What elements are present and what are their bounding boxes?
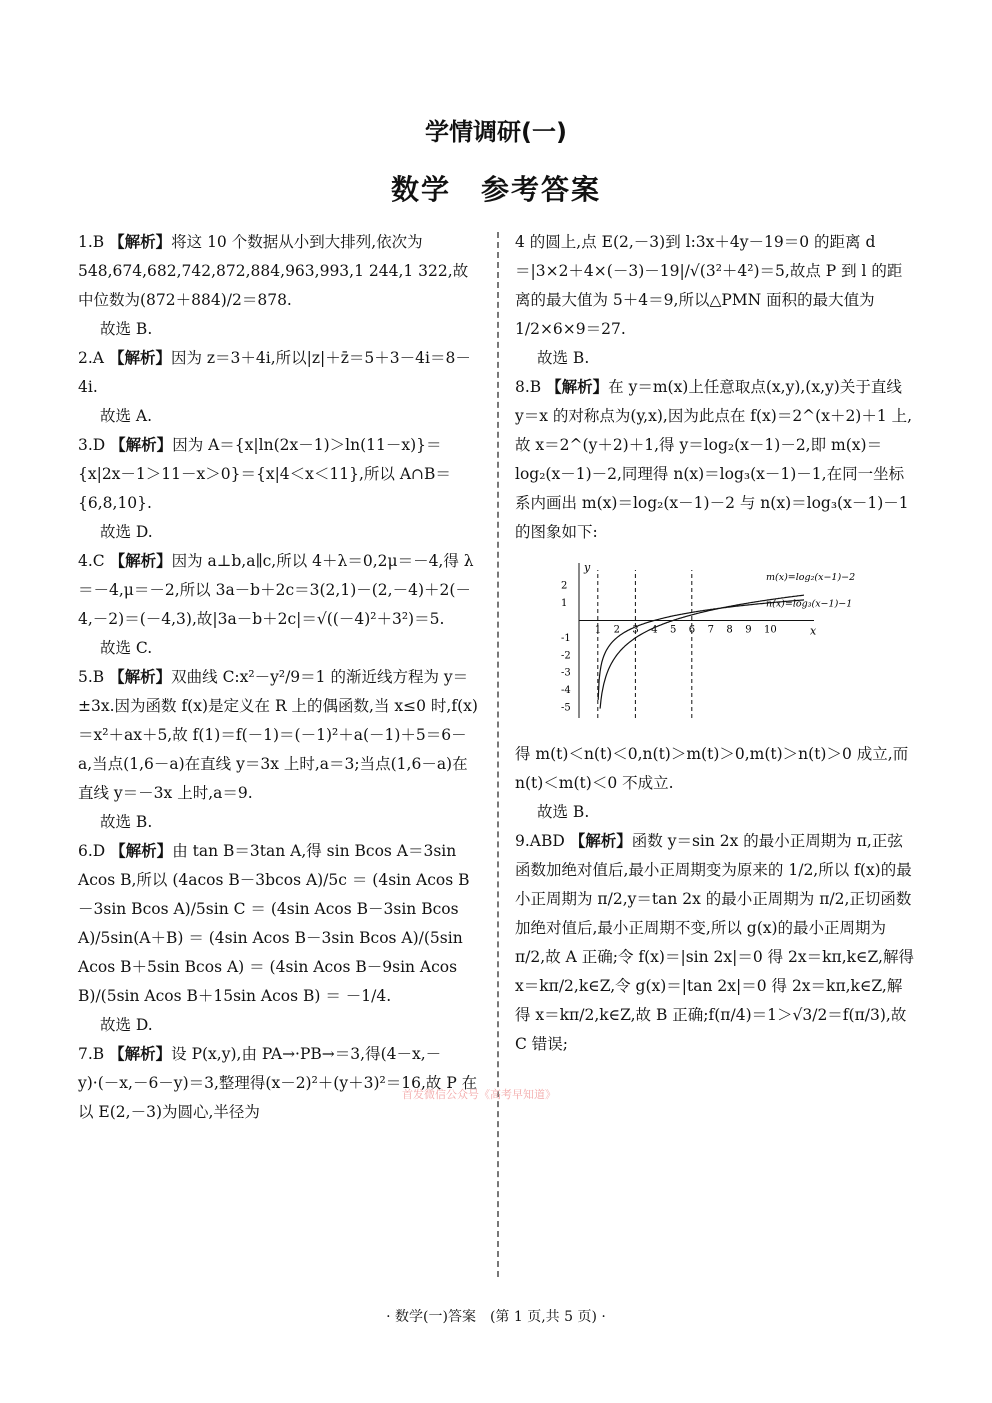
series-line-1 xyxy=(598,600,804,700)
x-tick-label: 4 xyxy=(651,624,658,636)
analysis-tag: 【解析】 xyxy=(109,1045,172,1063)
y-tick-label: 2 xyxy=(561,580,568,592)
item-number: 9. xyxy=(515,832,530,850)
answer-item-9 xyxy=(515,827,915,1059)
x-tick-label: 8 xyxy=(726,624,733,636)
left-column xyxy=(78,228,480,1127)
analysis-tag: 【解析】 xyxy=(109,668,172,686)
function-graph xyxy=(549,553,915,738)
watermark: 首发微信公众号《高考早知道》 xyxy=(402,1088,556,1101)
item-number: 8. xyxy=(515,378,530,396)
page-subtitle: 数学 参考答案 xyxy=(390,173,601,206)
analysis-tag: 【解析】 xyxy=(110,436,173,454)
x-axis-label: x xyxy=(810,624,817,638)
item-conclusion: 故选 B. xyxy=(537,803,590,821)
item-text: 双曲线 C:x²－y²/9＝1 的渐近线方程为 y＝±3x.因为函数 f(x)是定义在 R 上的偶函数,当 x≤0 时,f(x)＝x²＋ax＋5,故 f(1)＝f(－1)＝(－1)²＋a(－1)＋5＝6－a,当点(1,6－a)在直线 y＝3x 上时,a＝3;当点(1,6－a)在直线 y＝－3x 上时,a＝9. xyxy=(78,668,478,802)
x-tick-label: 7 xyxy=(707,624,714,636)
item-text: 由 tan B＝3tan A,得 sin Bcos A＝3sin Acos B,所以 (4acos B－3bcos A)/5c ＝ (4sin Acos B－3sin Bcos A)/5sin C ＝ (4sin Acos B－3sin Bcos A)/5sin(A＋B) ＝ (4sin Acos B－3sin Bcos A)/(5sin Acos B＋5sin Bcos A) ＝ (4sin Acos B－9sin Acos B)/(5sin Acos B＋15sin Acos B) ＝ －1/4. xyxy=(78,842,470,1005)
answer-item-7-continued xyxy=(515,228,915,373)
y-tick-label: -2 xyxy=(561,650,571,662)
item-conclusion: 故选 B. xyxy=(537,349,590,367)
item-answer: B xyxy=(529,378,542,396)
item-answer: ABD xyxy=(529,832,565,850)
item-text: 4 的圆上,点 E(2,－3)到 l:3x＋4y－19＝0 的距离 d＝|3×2＋4×(－3)－19|/√(3²＋4²)＝5,故点 P 到 l 的距离的最大值为 5＋4＝9,所以△PMN 面积的最大值为 1/2×6×9＝27. xyxy=(515,233,903,338)
log-functions-chart xyxy=(549,553,889,728)
item-text: 因为 a⊥b,a∥c,所以 4＋λ＝0,2μ＝－4,得 λ＝－4,μ＝－2,所以 3a－b＋2c＝3(2,1)－(2,－4)＋2(－4,－2)＝(－4,3),故|3a－b＋2c|＝√((－4)²＋3²)＝5. xyxy=(78,552,474,628)
item-text: 设 P(x,y),由 PA→·PB→＝3,得(4－x,－y)·(－x,－6－y)＝3,整理得(x－2)²＋(y＋3)²＝16,故 P 在以 E(2,－3)为圆心,半径为 xyxy=(78,1045,478,1121)
item-conclusion: 故选 D. xyxy=(100,1016,153,1034)
page-title: 学情调研(一) xyxy=(425,118,567,146)
item-conclusion: 故选 B. xyxy=(100,813,153,831)
item-text: 在 y＝m(x)上任意取点(x,y),(x,y)关于直线 y＝x 的对称点为(y,x),因为此点在 f(x)＝2^(x＋2)＋1 上,故 x＝2^(y＋2)＋1,得 y＝log₂(x－1)－2,即 m(x)＝log₂(x－1)－2,同理得 n(x)＝log₃(x－1)－1,在同一坐标系内画出 m(x)＝log₂(x－1)－2 与 n(x)＝log₃(x－1)－1 的图象如下: xyxy=(515,378,913,541)
page-footer: · 数学(一)答案 (第 1 页,共 5 页) · xyxy=(386,1309,606,1325)
analysis-tag: 【解析】 xyxy=(109,233,172,251)
item-number: 5. xyxy=(78,668,93,686)
x-tick-label: 6 xyxy=(688,624,696,636)
item-answer: C xyxy=(92,552,105,570)
item-number: 1. xyxy=(78,233,93,251)
item-text: 函数 y＝sin 2x 的最小正周期为 π,正弦函数加绝对值后,最小正周期变为原来的 1/2,所以 f(x)的最小正周期为 π/2,y＝tan 2x 的最小正周期为 π/2,正切函数加绝对值后,最小正周期不变,所以 g(x)的最小正周期为 π/2,故 A 正确;令 f(x)＝|sin 2x|＝0 得 2x＝kπ,k∈Z,解得 x＝kπ/2,k∈Z,令 g(x)＝|tan 2x|＝0 得 2x＝kπ,k∈Z,解得 x＝kπ/2,k∈Z,故 B 正确;f(π/4)＝1＞√3/2＝f(π/3),故 C 错误; xyxy=(515,832,914,1053)
y-axis-label: y xyxy=(584,561,591,574)
y-tick-label: -1 xyxy=(561,632,571,644)
answer-item-3 xyxy=(78,431,480,547)
series-line-0 xyxy=(600,595,804,709)
x-tick-label: 5 xyxy=(670,624,677,636)
item-answer: B xyxy=(92,1045,105,1063)
x-tick-label: 9 xyxy=(745,624,752,636)
item-text: 因为 A＝{x|ln(2x－1)＞ln(11－x)}＝{x|2x－1＞11－x＞0}＝{x|4＜x＜11},所以 A∩B＝{6,8,10}. xyxy=(78,436,451,512)
x-tick-label: 2 xyxy=(613,624,620,636)
analysis-tag: 【解析】 xyxy=(546,378,609,396)
item-number: 6. xyxy=(78,842,93,860)
analysis-tag: 【解析】 xyxy=(569,832,632,850)
item-conclusion: 故选 B. xyxy=(100,320,153,338)
item-answer: B xyxy=(92,668,105,686)
answer-item-2 xyxy=(78,344,480,431)
y-tick-label: -4 xyxy=(561,685,571,697)
series-label-0: m(x)=log₂(x−1)−2 xyxy=(766,572,856,584)
item-answer: B xyxy=(92,233,105,251)
item-number: 3. xyxy=(78,436,93,454)
answer-item-6 xyxy=(78,837,480,1040)
right-column xyxy=(515,228,915,1059)
item-conclusion: 故选 D. xyxy=(100,523,153,541)
column-divider xyxy=(497,232,499,1277)
item-conclusion: 故选 A. xyxy=(100,407,153,425)
item-text: 因为 z＝3＋4i,所以|z|＋z̄＝5＋3－4i＝8－4i. xyxy=(78,349,471,396)
item-number: 7. xyxy=(78,1045,93,1063)
item-number: 4. xyxy=(78,552,93,570)
answer-item-5 xyxy=(78,663,480,837)
answer-item-8-continued xyxy=(515,740,915,827)
answer-item-4 xyxy=(78,547,480,663)
analysis-tag: 【解析】 xyxy=(108,349,171,367)
item-answer: A xyxy=(92,349,104,367)
x-tick-label: 1 xyxy=(594,624,602,636)
answer-item-8 xyxy=(515,373,915,738)
x-tick-label: 3 xyxy=(632,624,639,636)
analysis-tag: 【解析】 xyxy=(110,842,173,860)
answer-item-1 xyxy=(78,228,480,344)
item-conclusion: 故选 C. xyxy=(100,639,153,657)
y-tick-label: -3 xyxy=(561,667,571,679)
item-text: 得 m(t)＜n(t)＜0,n(t)＞m(t)＞0,m(t)＞n(t)＞0 成立,而 n(t)＜m(t)＜0 不成立. xyxy=(515,745,909,792)
series-label-1: n(x)=log₃(x−1)−1 xyxy=(766,598,853,610)
answer-item-7 xyxy=(78,1040,480,1127)
analysis-tag: 【解析】 xyxy=(109,552,172,570)
item-answer: D xyxy=(92,842,106,860)
item-answer: D xyxy=(92,436,106,454)
item-text: 将这 10 个数据从小到大排列,依次为 548,674,682,742,872,884,963,993,1 244,1 322,故中位数为(872＋884)/2＝878. xyxy=(78,233,469,309)
y-tick-label: -5 xyxy=(561,702,571,714)
x-tick-label: 10 xyxy=(764,624,777,636)
item-number: 2. xyxy=(78,349,93,367)
y-tick-label: 1 xyxy=(561,598,568,610)
